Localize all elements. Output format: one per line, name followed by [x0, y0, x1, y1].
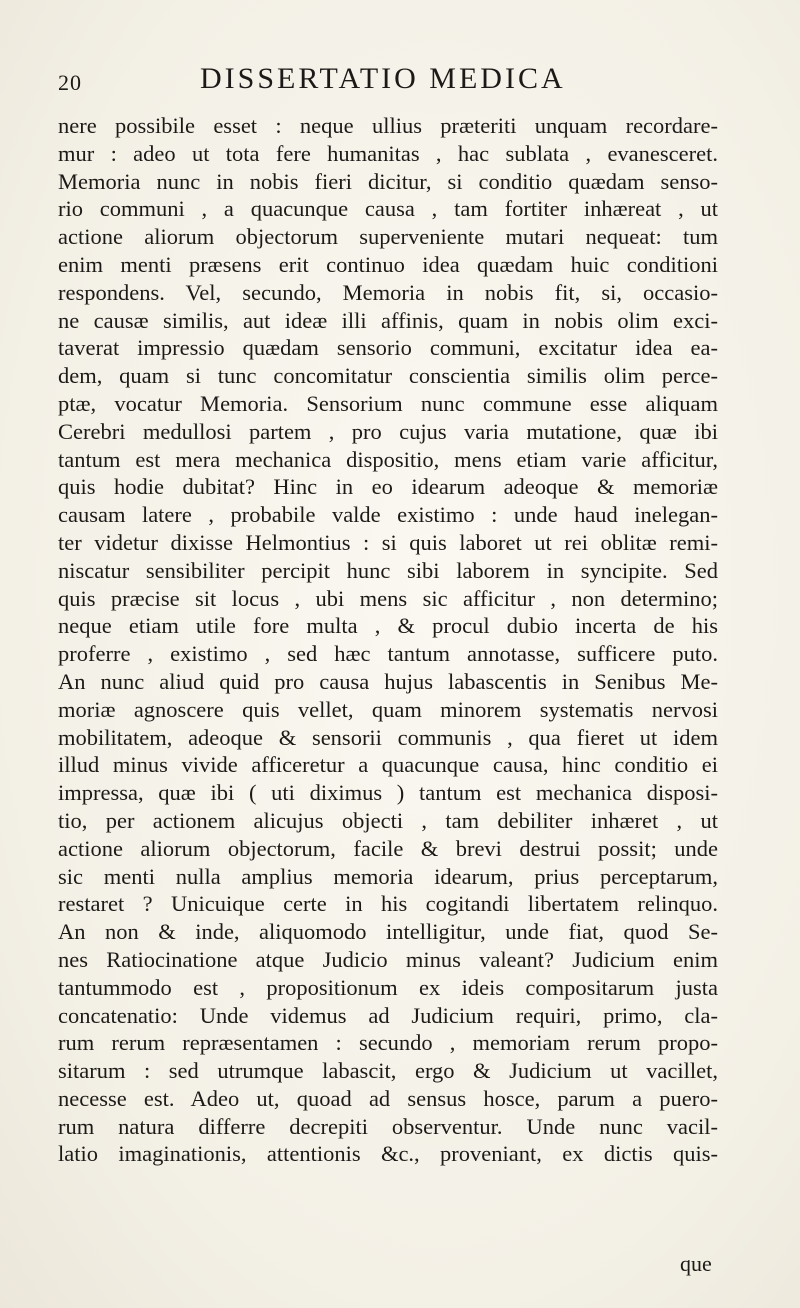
text-line: Memoria nunc in nobis fieri dicitur, si conditio quædam senso- [58, 168, 718, 194]
text-line: rio communi , a quacunque causa , tam fortiter inhæreat , ut [58, 196, 718, 222]
text-line: tantummodo est , propositionum ex ideis compositarum justa [58, 974, 718, 1000]
text-line: tio, per actionem alicujus objecti , tam debiliter inhæret , ut [58, 807, 718, 833]
text-line: nere possibile esset : neque ullius præteriti unquam recordare- [58, 113, 718, 138]
catchword: que [680, 1251, 712, 1276]
page-number: 20 [58, 70, 82, 95]
text-line: actione aliorum objectorum superveniente mutari nequeat: tum [58, 224, 718, 250]
text-line: niscatur sensibiliter percipit hunc sibi laborem in syncipite. Sed [58, 557, 718, 583]
text-line: rum natura differre decrepiti observentur. Unde nunc vacil- [58, 1113, 718, 1139]
text-line: restaret ? Unicuique certe in his cogitandi libertatem relinquo. [58, 891, 718, 917]
text-line: enim menti præsens erit continuo idea quædam huic conditioni [58, 251, 718, 277]
text-line: dem, quam si tunc concomitatur conscientia similis olim perce- [58, 363, 718, 389]
text-line: actione aliorum objectorum, facile & brevi destrui possit; unde [58, 835, 718, 861]
text-line: illud minus vivide afficeretur a quacunque causa, hinc conditio ei [58, 752, 718, 778]
text-line: neque etiam utile fore multa , & procul dubio incerta de his [58, 613, 718, 639]
body-text [58, 112, 718, 1168]
text-line: Cerebri medullosi partem , pro cujus varia mutatione, quæ ibi [58, 418, 718, 444]
text-line: ptæ, vocatur Memoria. Sensorium nunc commune esse aliquam [58, 390, 718, 416]
text-line: causam latere , probabile valde existimo : unde haud inelegan- [58, 502, 718, 528]
text-line: moriæ agnoscere quis vellet, quam minorem systematis nervosi [58, 696, 718, 722]
page-header [58, 62, 698, 98]
text-line: An nunc aliud quid pro causa hujus labascentis in Senibus Me- [58, 668, 718, 694]
text-line: nes Ratiocinatione atque Judicio minus valeant? Judicium enim [58, 946, 718, 972]
text-line: ne causæ similis, aut ideæ illi affinis, quam in nobis olim exci- [58, 307, 718, 333]
text-line: mur : adeo ut tota fere humanitas , hac sublata , evanesceret. [58, 140, 718, 166]
text-line: impressa, quæ ibi ( uti diximus ) tantum est mechanica disposi- [58, 780, 718, 806]
text-line: necesse est. Adeo ut, quoad ad sensus hosce, parum a puero- [58, 1085, 718, 1111]
running-head: DISSERTATIO MEDICA [200, 62, 566, 95]
text-line: tantum est mera mechanica dispositio, mens etiam varie afficitur, [58, 446, 718, 472]
text-line: sic menti nulla amplius memoria idearum, prius perceptarum, [58, 863, 718, 889]
text-line: quis hodie dubitat? Hinc in eo idearum adeoque & memoriæ [58, 474, 718, 500]
text-line: respondens. Vel, secundo, Memoria in nobis fit, si, occasio- [58, 279, 718, 305]
text-line: An non & inde, aliquomodo intelligitur, unde fiat, quod Se- [58, 919, 718, 945]
text-line: proferre , existimo , sed hæc tantum annotasse, sufficere puto. [58, 641, 718, 667]
text-line: latio imaginationis, attentionis &c., proveniant, ex dictis quis- [58, 1141, 718, 1167]
text-line: sitarum : sed utrumque labascit, ergo & Judicium ut vacillet, [58, 1058, 718, 1084]
text-line: mobilitatem, adeoque & sensorii communis , qua fieret ut idem [58, 724, 718, 750]
text-line: rum rerum repræsentamen : secundo , memoriam rerum propo- [58, 1030, 718, 1056]
text-line: taverat impressio quædam sensorio communi, excitatur idea ea- [58, 335, 718, 361]
text-line: concatenatio: Unde videmus ad Judicium requiri, primo, cla- [58, 1002, 718, 1028]
text-line: ter videtur dixisse Helmontius : si quis laboret ut rei oblitæ remi- [58, 529, 718, 555]
text-line: quis præcise sit locus , ubi mens sic afficitur , non determino; [58, 585, 718, 611]
